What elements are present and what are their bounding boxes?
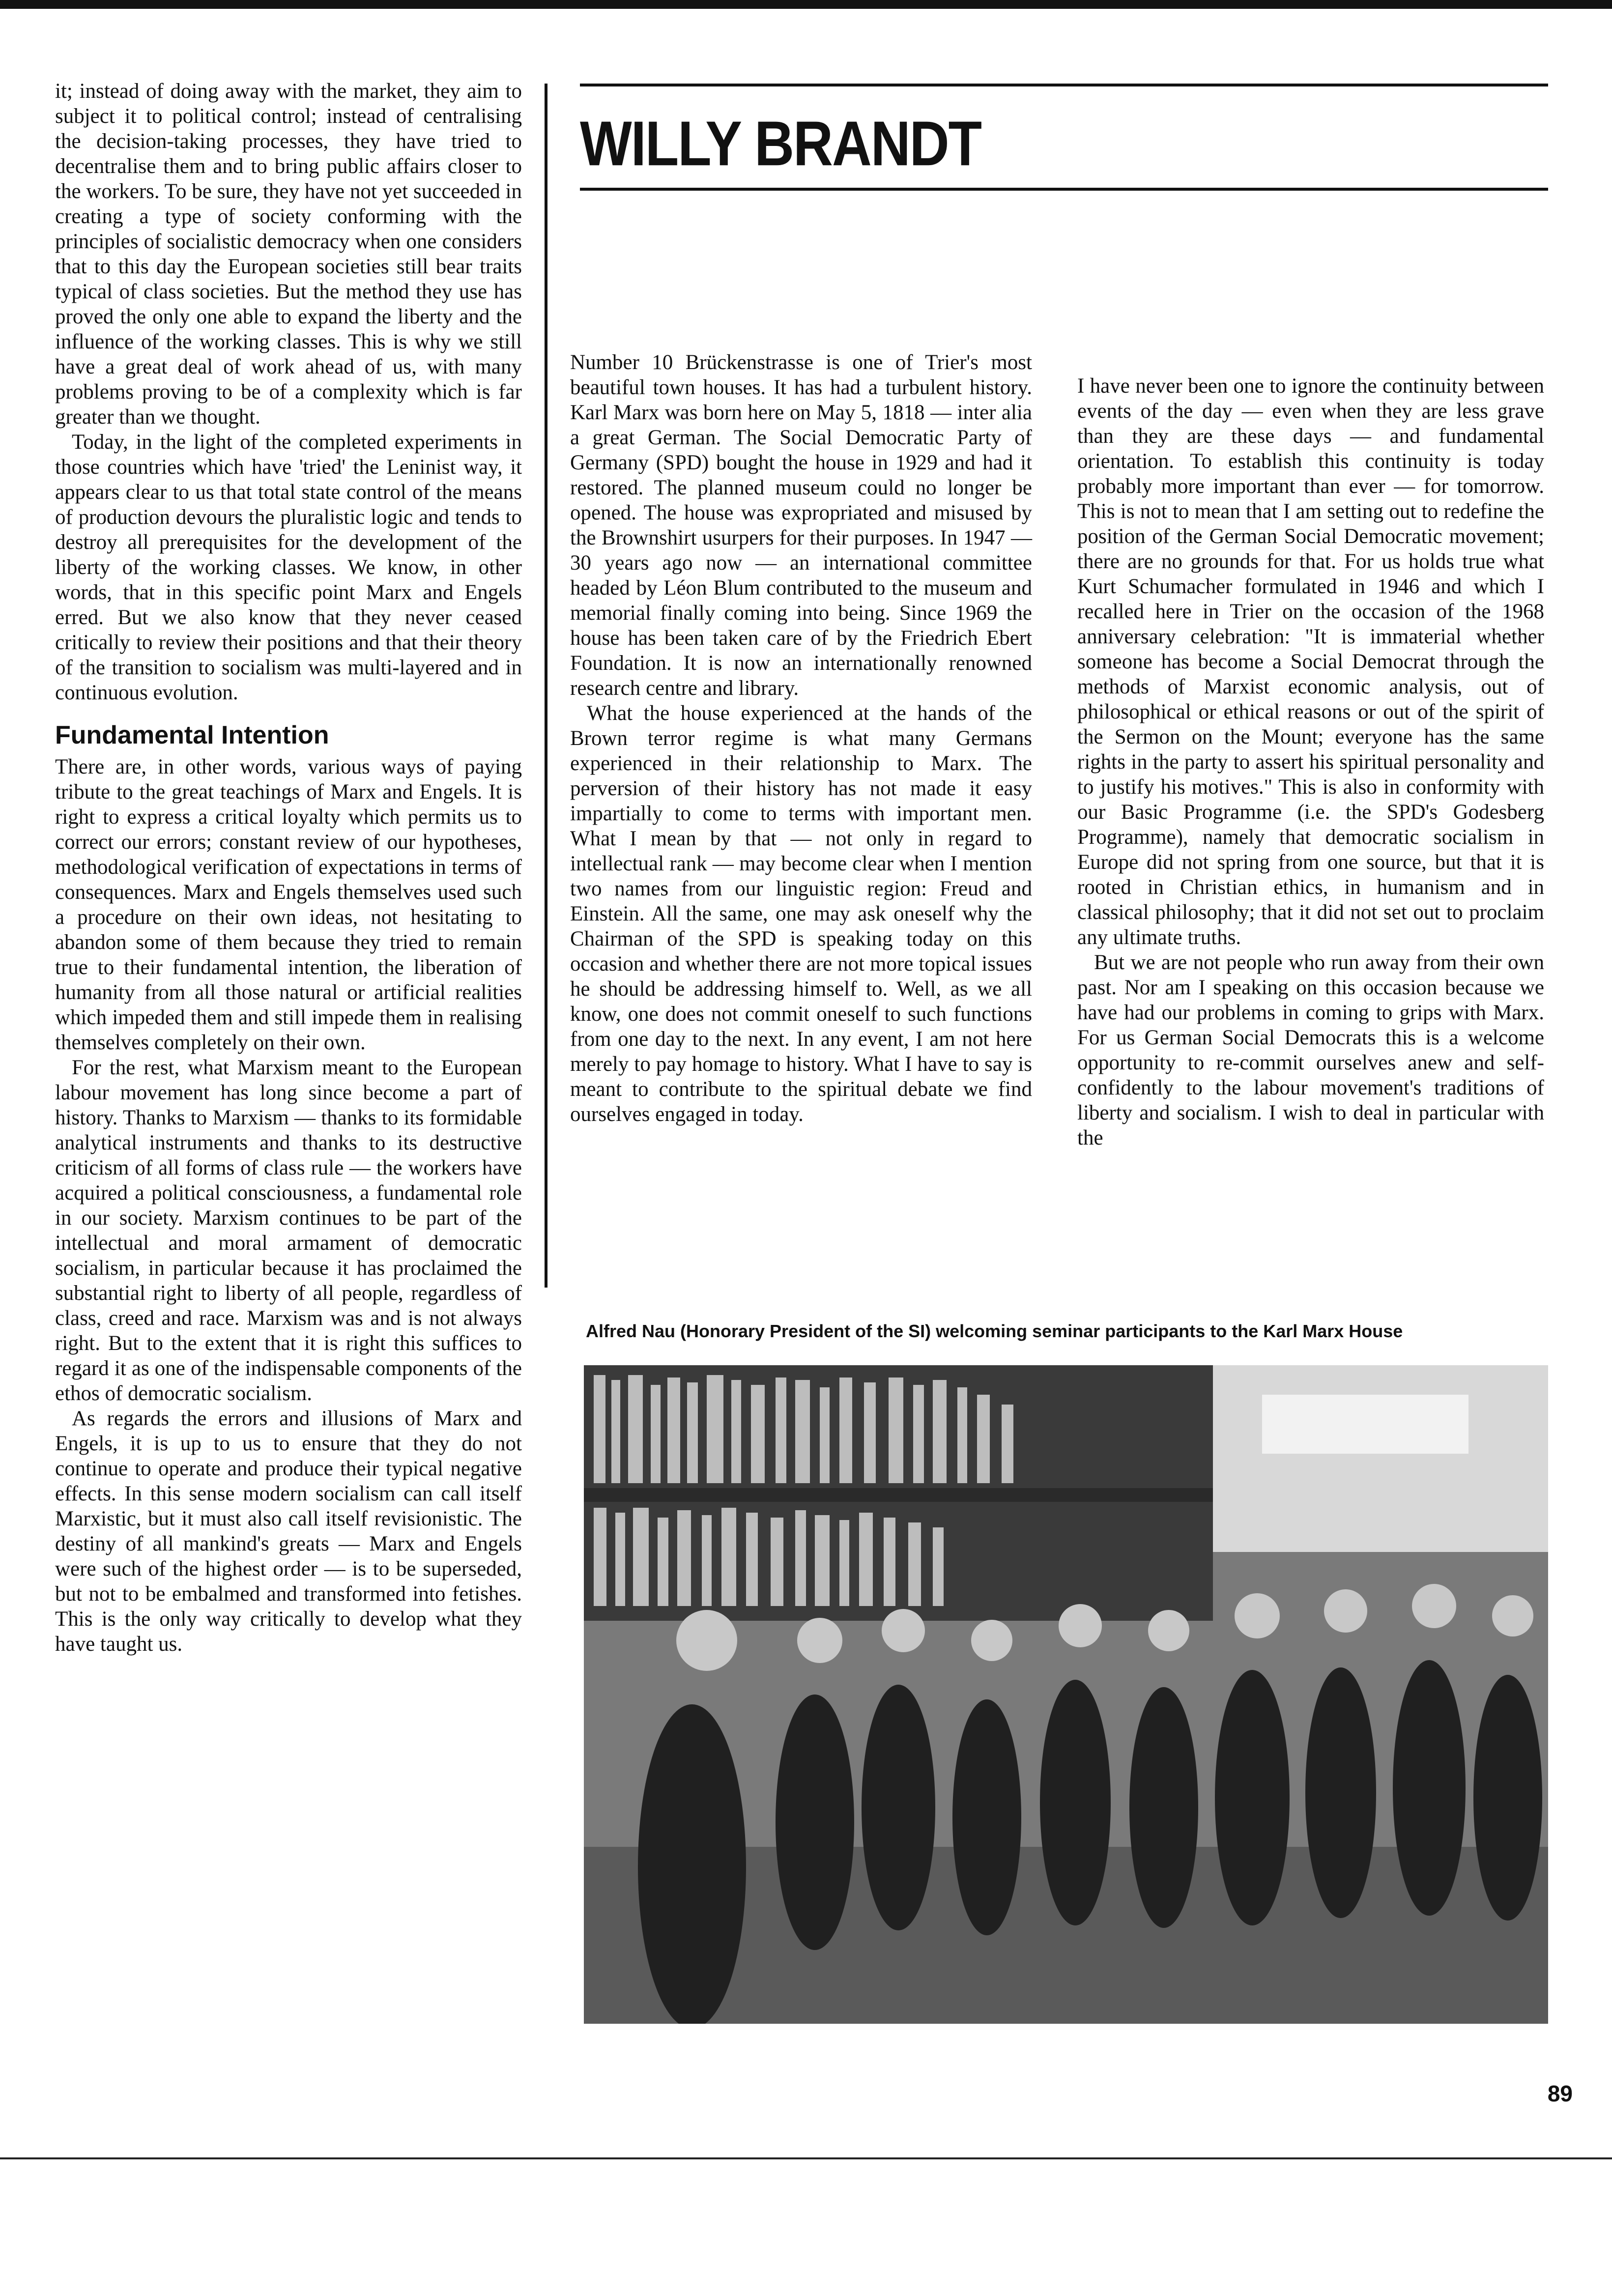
left-paragraph-5: As regards the errors and illusions of Marx and Engels, it is up to us to ensure that they do not continue to operate and produce their typical negative effects. In this sense modern socialism can call itself Marxistic, but it must also call itself revisionistic. The destiny of all mankind's greats — Marx and Engels were such of the highest order — is to be superseded, but not to be embalmed and transformed into fetishes. This is the only way critically to develop what they have taught us. (55, 1407, 522, 1656)
left-paragraph-1: it; instead of doing away with the market, they aim to subject it to political control; instead of centralising the decision-taking processes, they have tried to decentralise them and to bring public affairs closer to the workers. To be sure, they have not yet succeeded in creating a type of society conforming with the principles of socialistic democracy when one considers that to this day the European societies still bear traits typical of class societies. But the method they use has proved the only one able to expand the liberty and the influence of the working classes. This is why we still have a great deal of work ahead of us, with many problems proving to be of a complexity which is far greater than we thought. (55, 80, 522, 429)
title-rule-top (580, 84, 1548, 86)
left-paragraph-4: For the rest, what Marxism meant to the European labour movement has long since become a part of history. Thanks to Marxism — thanks to its formidable analytical instruments and thanks to its destructive criticism of all forms of class rule — the workers have acquired a political consciousness, a fundamental role in our society. Marxism continues to be part of the intellectual and moral armament of democratic socialism, in particular because it has proclaimed the substantial right to liberty of all people, regardless of class, creed and race. Marxism was and is not always right. But to the extent that it is right this suffices to regard it as one of the indispensable components of the ethos of democratic socialism. (55, 1056, 522, 1405)
title-rule-bottom (580, 188, 1548, 191)
right-paragraph-1: I have never been one to ignore the continuity between events of the day — even when they are less grave than they are these days — and fundamental orientation. To establish this continuity is today probably more important than ever — for tomorrow. This is not to mean that I am setting out to redefine the position of the German Social Democratic movement; there are no grounds for that. For us holds true what Kurt Schumacher formulated in 1946 and which I recalled here in Trier on the occasion of the 1968 anniversary celebration: "It is immaterial whether someone has become a Social Democrat through the methods of Marxist economic analysis, out of philosophical or ethical reasons or out of the spirit of the Sermon on the Mount; everyone has the same rights in the party to assert his spiritual personality and to justify his motives." This is also in conformity with our Basic Programme (i.e. the SPD's Godesberg Programme), namely that democratic socialism in Europe did not spring from one source, but that it is rooted in Christian ethics, in humanism and in classical philosophy; that it did not set out to proclaim any ultimate truths. (1077, 374, 1544, 949)
photo-caption: Alfred Nau (Honorary President of the SI) welcoming seminar participants to the Karl Marx House (586, 1321, 1403, 1341)
left-paragraph-3: There are, in other words, various ways of paying tribute to the great teachings of Marx and Engels. It is right to express a critical loyalty which permits us to correct our errors; constant review of our hypotheses, methodological verification of expectations in terms of consequences. Marx and Engels themselves used such a procedure on their own ideas, not hesitating to abandon some of them because they tried to remain true to their fundamental intention, the liberation of humanity from all those natural or artificial realities which impeded them and still impede them in realising themselves completely on their own. (55, 755, 522, 1054)
top-rule (0, 0, 1612, 9)
middle-paragraph-1: Number 10 Brückenstrasse is one of Trier's most beautiful town houses. It has had a turbulent history. Karl Marx was born here on May 5, 1818 — inter alia a great German. The Social Democratic Party of Germany (SPD) bought the house in 1929 and had it restored. The planned museum could no longer be opened. The house was expropriated and misused by the Brownshirt usurpers for their purposes. In 1947 — 30 years ago now — an international committee headed by Léon Blum contributed to the museum and memorial finally coming into being. Since 1969 the house has been taken care of by the Friedrich Ebert Foundation. It is now an internationally renowned research centre and library. (570, 351, 1032, 700)
middle-paragraph-2: What the house experienced at the hands of the Brown terror regime is what many Germans experienced in their relationship to Marx. The perversion of their history has not made it easy impartially to come to terms with important men. What I mean by that — not only in regard to intellectual rank — may become clear when I mention two names from our linguistic region: Freud and Einstein. All the same, one may ask oneself why the Chairman of the SPD is speaking today on this occasion and whether there are not more topical issues he should be addressing himself to. Well, as we all know, one does not commit oneself to such functions from one day to the next. In any event, I am not here merely to pay homage to history. What I have to say is meant to contribute to the spiritual debate we find ourselves engaged in today. (570, 702, 1032, 1126)
left-column (55, 79, 522, 1657)
seminar-photo (584, 1365, 1548, 2024)
seminar-photo-illustration (584, 1365, 1548, 2024)
right-column (1077, 373, 1544, 1150)
column-divider (545, 84, 547, 1288)
right-paragraph-2: But we are not people who run away from their own past. Nor am I speaking on this occasion because we have had our problems in coming to grips with Marx. For us German Social Democrats this is a welcome opportunity to re-commit ourselves anew and self-confidently to the labour movement's traditions of liberty and socialism. I wish to deal in particular with the (1077, 951, 1544, 1149)
article-title: WILLY BRANDT (580, 108, 981, 179)
bottom-rule (0, 2157, 1612, 2159)
middle-column (570, 350, 1032, 1127)
page-number: 89 (1547, 2081, 1573, 2106)
subheading-fundamental-intention: Fundamental Intention (55, 721, 329, 749)
left-paragraph-2: Today, in the light of the completed experiments in those countries which have 'tried' the Leninist way, it appears clear to us that total state control of the means of production devours the pluralistic logic and tends to destroy all prerequisites for the development of the liberty of the working classes. We know, in other words, that in this specific point Marx and Engels erred. But we also know that they never ceased critically to review their positions and that their theory of the transition to socialism was multi-layered and in continuous evolution. (55, 430, 522, 704)
